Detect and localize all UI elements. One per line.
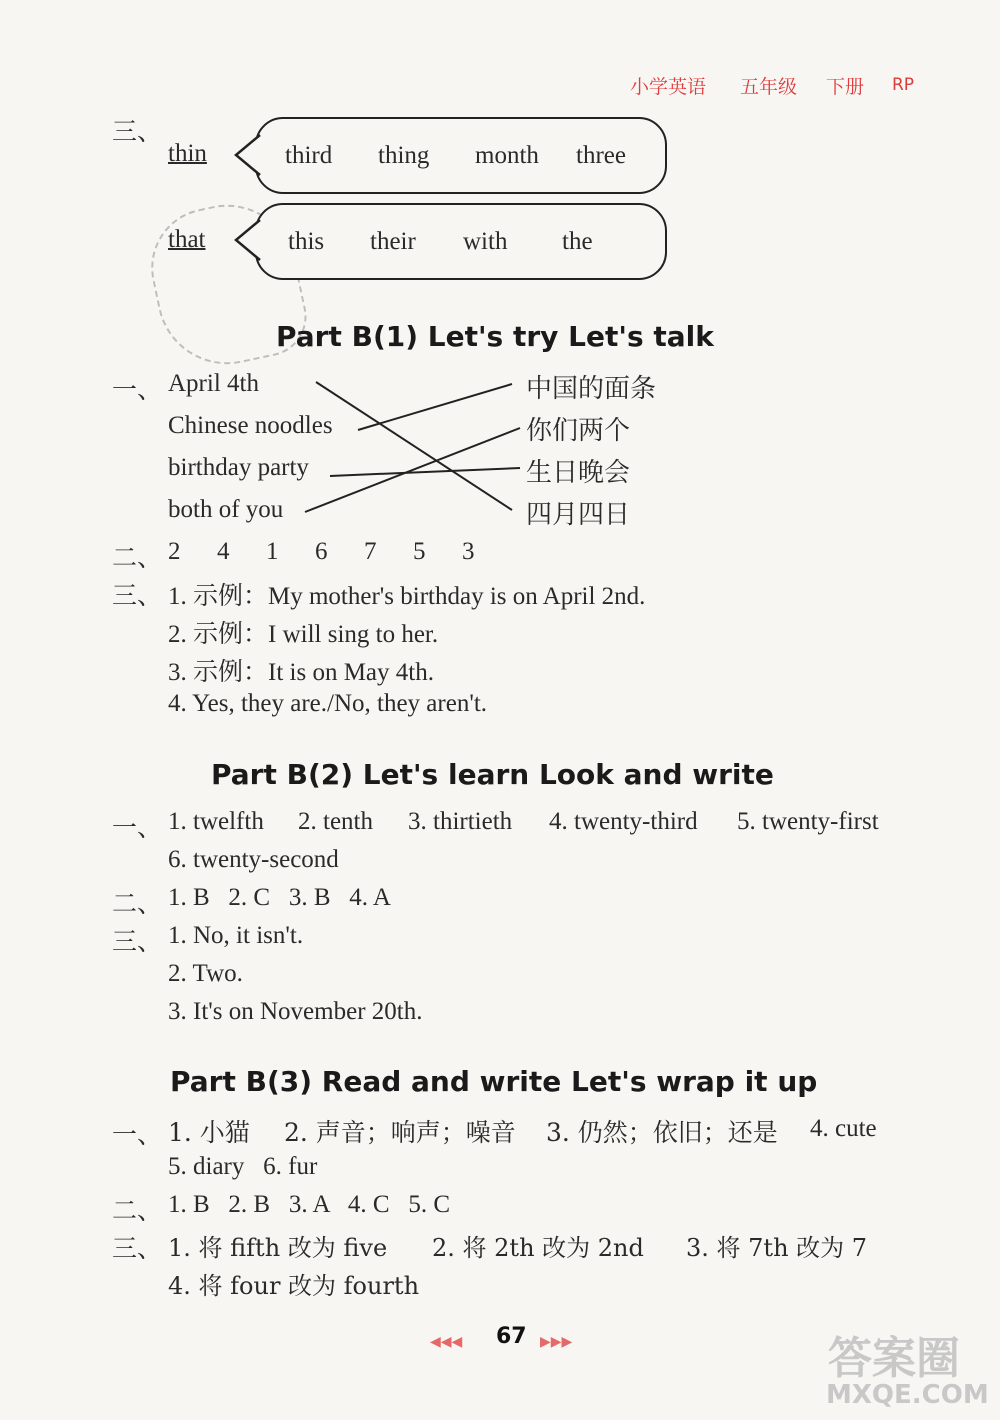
match-right-item: 四月四日 [526,500,631,530]
partB3-q2-marker: 二、 [112,1196,163,1225]
bubble-row2-word: the [562,228,593,255]
bubble-row2-word: their [370,228,416,255]
bubble-row1-word: third [285,142,333,169]
bubble-row1-word: three [576,142,626,169]
match-right-item: 你们两个 [526,416,631,446]
match-left-item: both of you [168,496,284,523]
bubble-row1-word: month [475,142,539,169]
matching-lines [0,0,1000,560]
footer-right-arrows: ▶▶▶ [540,1334,573,1350]
partB3-q3-marker: 三、 [112,1234,163,1263]
match-line [316,382,512,510]
partB2-q1-item: 2. tenth [298,808,373,835]
header-subject: 小学英语 [630,76,707,98]
partB1-q3-item: 3. 示例：It is on May 4th. [168,659,434,686]
bubble-row2-word: with [463,228,508,255]
partB1-q3-marker: 三、 [112,581,163,610]
match-line [330,468,520,476]
partB2-q1-item: 1. twelfth [168,808,264,835]
partB3-q3-item: 3. 将 7th 改为 7 [686,1234,868,1262]
watermark-bottom: MXQE.COM [826,1380,989,1410]
partB1-q3-item: 2. 示例：I will sing to her. [168,621,439,648]
page-number: 67 [496,1324,527,1349]
partB3-q1-item: 1. 小猫 [168,1118,250,1147]
partB1-q1-marker: 一、 [112,375,163,404]
bubble-row1-head: thin [168,140,207,167]
partB1-title: Part B(1) Let's try Let's talk [276,320,714,353]
partB2-q2-marker: 二、 [112,889,163,918]
header-edition: RP [892,75,915,95]
match-right-item: 生日晚会 [526,458,631,488]
match-line [358,384,512,430]
watermark-top: 答案圈 [828,1333,960,1384]
partB3-q1-item: 5. diary 6. fur [168,1153,318,1180]
header-volume: 下册 [826,76,865,98]
section-marker: 三、 [112,117,163,146]
partB2-q3-marker: 三、 [112,927,163,956]
partB3-q3-item: 1. 将 fifth 改为 five [168,1234,388,1262]
partB2-q1-marker: 一、 [112,813,163,842]
partB2-q3-item: 1. No, it isn't. [168,922,304,949]
match-right-item: 中国的面条 [526,374,657,404]
partB2-q1-item: 3. thirtieth [408,808,513,835]
bubble-row1-word: thing [378,142,430,169]
partB2-q1-item: 4. twenty-third [549,808,698,835]
partB2-q2-answer: 1. B 2. C 3. B 4. A [168,884,391,911]
partB3-q1-item: 3. 仍然；依旧；还是 [546,1118,778,1147]
partB2-q1-item: 6. twenty-second [168,846,339,873]
partB3-q1-marker: 一、 [112,1120,163,1149]
partB1-q2-marker: 二、 [112,543,163,572]
partB3-q1-item: 4. cute [810,1115,877,1142]
partB1-q3-item: 4. Yes, they are./No, they aren't. [168,690,488,717]
bubble-row2-head: that [168,226,206,253]
partB2-q3-item: 2. Two. [168,960,243,987]
partB1-q3-item: 1. 示例：My mother's birthday is on April 2nd. [168,583,646,610]
partB3-q3-item: 2. 将 2th 改为 2nd [432,1234,644,1262]
bubble-row2-word: this [288,228,325,255]
header-grade: 五年级 [740,76,798,98]
match-left-item: birthday party [168,454,309,481]
partB2-q1-item: 5. twenty-first [737,808,879,835]
partB3-q3-item: 4. 将 four 改为 fourth [168,1272,420,1300]
partB2-title: Part B(2) Let's learn Look and write [211,758,774,791]
partB3-title: Part B(3) Read and write Let's wrap it up [170,1065,818,1098]
partB2-q3-item: 3. It's on November 20th. [168,998,423,1025]
match-left-item: Chinese noodles [168,412,333,439]
partB3-q1-item: 2. 声音；响声；噪音 [284,1118,516,1147]
match-left-item: April 4th [168,370,259,397]
partB1-q2-answer: 2 4 1 6 7 5 3 [168,538,475,565]
partB3-q2-answer: 1. B 2. B 3. A 4. C 5. C [168,1191,450,1218]
footer-left-arrows: ◀◀◀ [430,1334,463,1350]
